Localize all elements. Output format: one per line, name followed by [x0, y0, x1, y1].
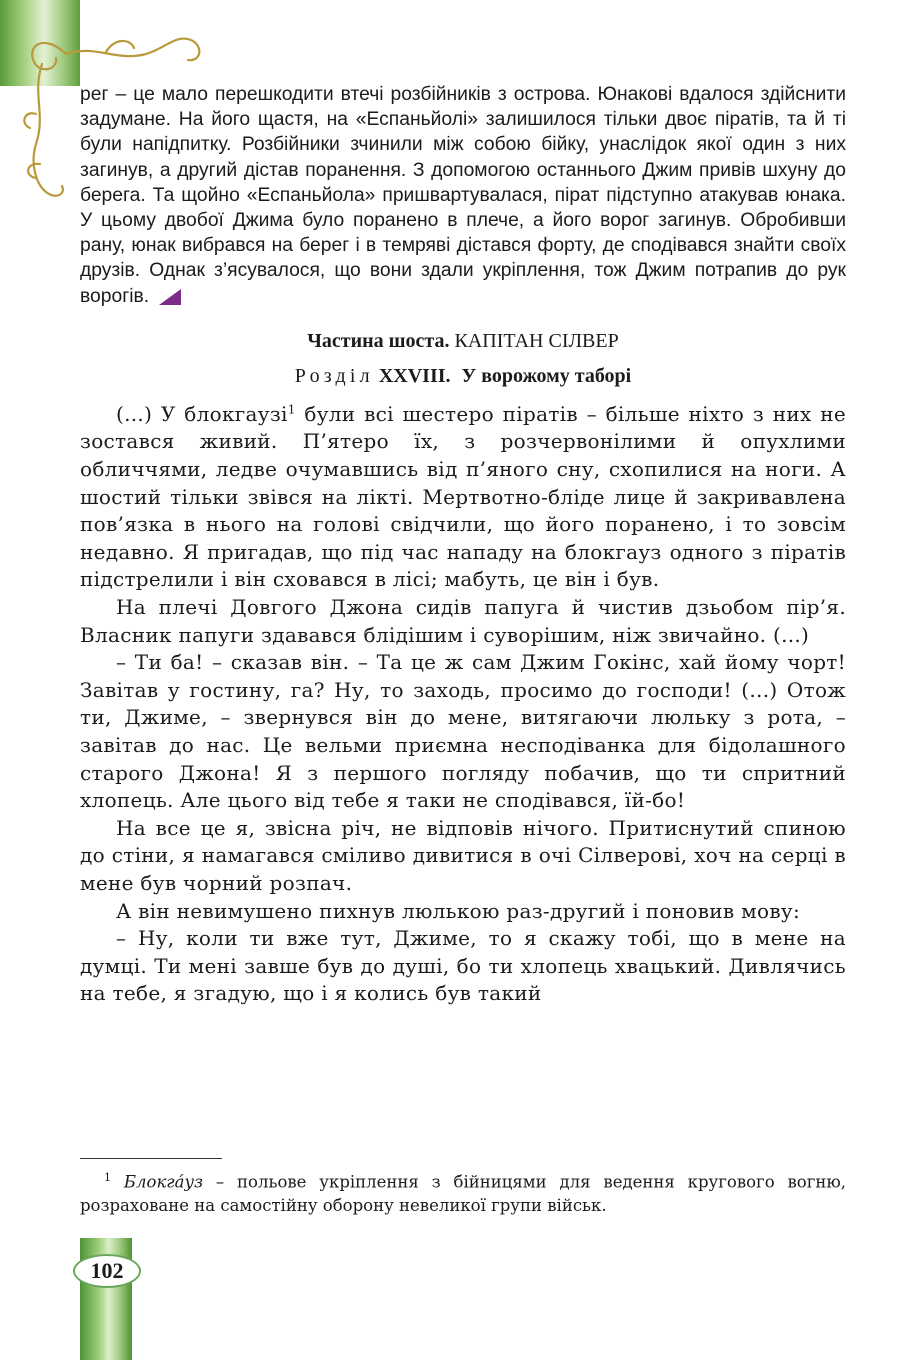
- end-triangle-icon: [159, 289, 181, 305]
- summary-paragraph: [80, 82, 846, 309]
- page-content: [80, 82, 846, 1008]
- paragraph: [80, 401, 846, 594]
- part-label: Частина шоста.: [307, 329, 450, 352]
- part-title: [80, 325, 846, 357]
- part-name: КАПІТАН СІЛВЕР: [454, 329, 619, 352]
- paragraph: – Ну, коли ти вже тут, Джиме, то я скажу тобі, що в мене на думці. Ти мені завше був до душі, бо ти хлопець хвацький. Дивлячись на тебе, я згадую, що і я колись був такий: [80, 926, 846, 1006]
- paragraph: На плечі Довгого Джона сидів папуга й чистив дзьобом пір’я. Власник папуги здавався блідішим і суворішим, ніж звичайно. (...): [80, 594, 846, 647]
- footnote-text: – польове укріплення з бійницями для ведення кругового вогню, розраховане на самостійну оборону невеликої групи військ.: [80, 1172, 846, 1215]
- footnote-mark: 1: [104, 1171, 111, 1184]
- footnote: [80, 1166, 846, 1217]
- paragraph-start: (...) У блокгаузі: [116, 401, 288, 426]
- paragraph: А він невимушено пихнув люлькою раз-другий і поновив мову:: [116, 898, 801, 923]
- chapter-title: [80, 361, 846, 391]
- footnote-divider: [80, 1158, 222, 1159]
- paragraph-rest: були всі шестеро піратів – більше ніхто з них не зостався живий. П’ятеро їх, з розчервонілими й опухлими обличчями, ледве очумавшись від п’яного сну, схопилися на ноги. А шостий тільки звівся на лікті. Мертвотно-бліде лице й закривавлена пов’язка в нього на голові свідчили, що його поранено, і то зовсім недавно. Я пригадав, що під час нападу на блокгауз одного з піратів підстрелили і він сховався в лісі; мабуть, це він і був.: [80, 401, 846, 592]
- summary-block: [80, 82, 846, 309]
- footnote-term: Блокга́уз: [123, 1172, 204, 1192]
- paragraph: – Ти ба! – сказав він. – Та це ж сам Джим Гокінс, хай йому чорт! Завітав у гостину, га? Ну, то заходь, просимо до господи! (...) Отож ти, Джиме, – звернувся він до мене, витягаючи люльку з рота, – завітав до нас. Це вельми приємна несподіванка для бідолашного старого Джона! Я з першого погляду побачив, що ти спритний хлопець. Але цього від тебе я таки не сподівався, їй-бо!: [80, 650, 846, 813]
- footnote-ref: 1: [287, 402, 296, 417]
- chapter-label: Розділ: [294, 364, 374, 387]
- paragraph: На все це я, звісна річ, не відповів нічого. Притиснутий спиною до стіни, я намагався сміливо дивитися в очі Сілверові, хоч на серці в мене був чорний розпач.: [80, 815, 846, 895]
- chapter-text: [80, 401, 846, 1008]
- chapter-number: XXVIII.: [378, 364, 451, 387]
- footnote-paragraph: [80, 1166, 846, 1217]
- chapter-name: У ворожому таборі: [461, 364, 632, 387]
- page-number: 102: [73, 1254, 141, 1288]
- summary-text: рег – це мало перешкодити втечі розбійників з острова. Юнакові вдалося здійснити задумане. На його щастя, на «Еспаньйолі» залишилося тільки двоє піратів, та й ті були напідпитку. Розбійники зчинили між собою бійку, унаслідок якої один з них загинув, а другий дістав поранення. З допомогою останнього Джим привів шхуну до берега. Та щойно «Еспаньйола» пришвартувалася, пірат підступно атакував юнака. У цьому двобої Джима було поранено в плече, а його ворог загинув. Обробивши рану, юнак вибрався на берег і в темряві дістався форту, де сподівався знайти своїх друзів. Однак з’ясувалося, що вони здали укріплення, тож Джим потрапив до рук ворогів.: [80, 84, 846, 307]
